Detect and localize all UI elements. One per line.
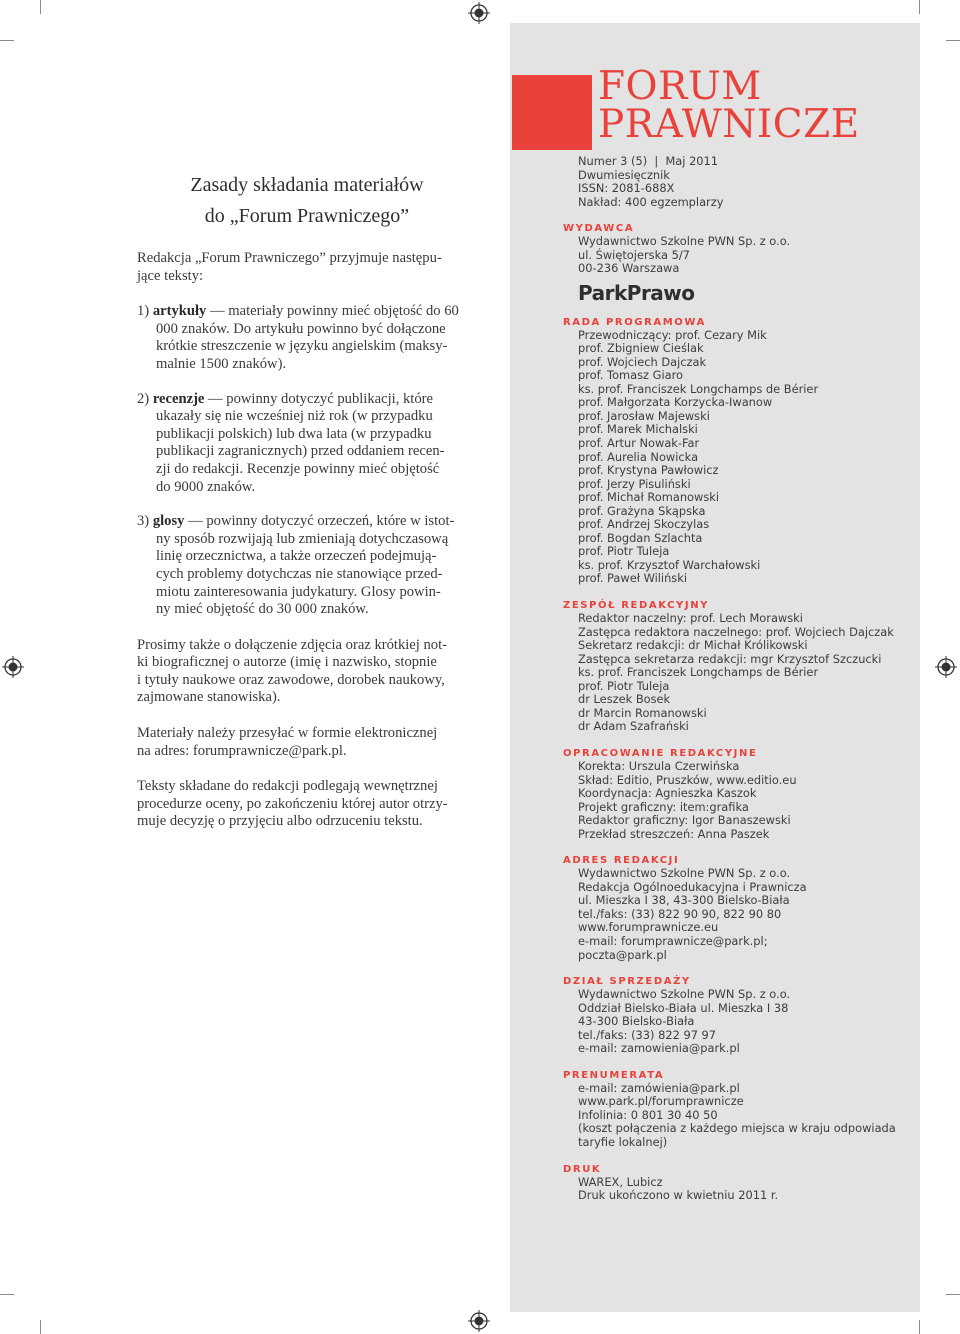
section-line: (koszt połączenia z każdego miejsca w kraju odpowiada — [578, 1121, 896, 1136]
text-line: Materiały należy przesyłać w formie elektronicznej — [137, 725, 438, 742]
text-line: i tytuły naukowe oraz zawodowe, dorobek naukowy, — [137, 671, 445, 688]
section-line: Redakcja Ogólnoedukacyjna i Prawnicza — [578, 879, 807, 894]
section-line: prof. Aurelia Nowicka — [578, 449, 699, 464]
section-line: prof. Michał Romanowski — [578, 490, 720, 505]
text-line: ukazały się nie wcześniej niż rok (w przypadku — [156, 408, 433, 425]
section-line: ks. prof. Krzysztof Warchałowski — [578, 557, 761, 572]
masthead-sections — [563, 222, 913, 1203]
item-glosses — [137, 513, 477, 619]
section-line: prof. Grażyna Skąpska — [578, 503, 706, 518]
section-line: prof. Zbigniew Cieślak — [578, 341, 704, 356]
text-line: na adres: forumprawnicze@park.pl. — [137, 742, 347, 759]
text-line: procedurze oceny, po zakończeniu której autor otrzy- — [137, 795, 448, 812]
section-sales — [563, 975, 913, 1056]
photo-paragraph — [137, 637, 477, 707]
section-line: Skład: Editio, Pruszków, www.editio.eu — [578, 772, 797, 787]
section-line: prof. Wojciech Dajczak — [578, 354, 707, 369]
section-line: tel./faks: (33) 822 90 90, 822 90 80 — [578, 906, 782, 921]
section-line: ul. Mieszka I 38, 43-300 Bielsko-Biała — [578, 893, 790, 908]
section-line: ks. prof. Franciszek Longchamps de Bérier — [578, 381, 819, 396]
issue-frequency: Dwumiesięcznik — [578, 167, 670, 182]
section-print — [563, 1163, 913, 1203]
article-title-line-1: Zasady składania materiałów — [190, 174, 424, 196]
section-line: Przekład streszczeń: Anna Paszek — [578, 826, 770, 841]
item-number: 1) — [137, 303, 150, 320]
item-term: recenzje — [152, 390, 205, 407]
crop-mark-bottom-right — [919, 1320, 920, 1334]
section-line: prof. Andrzej Skoczylas — [578, 517, 710, 532]
masthead-red-block — [512, 75, 592, 150]
text-line: muje decyzję o przyjęciu albo odrzuceniu tekstu. — [137, 813, 423, 830]
issue-circulation: Nakład: 400 egzemplarzy — [578, 194, 724, 209]
masthead-line-2: PRAWNICZE — [598, 102, 860, 147]
text-line: zajmowane stanowiska). — [137, 689, 281, 706]
section-line: e-mail: zamowienia@park.pl — [578, 1041, 740, 1056]
section-heading: OPRACOWANIE REDAKCYJNE — [563, 747, 758, 759]
section-line: Zastępca sekretarza redakcji: mgr Krzysztof Szczucki — [578, 651, 882, 666]
send-paragraph — [137, 725, 477, 760]
section-line: Redaktor naczelny: prof. Lech Morawski — [578, 611, 803, 626]
registration-mark-left — [2, 656, 24, 678]
section-line: Zastępca redaktora naczelnego: prof. Wojciech Dajczak — [578, 624, 894, 639]
text-line: publikacji polskich) lub dwa lata (w przypadku — [156, 425, 432, 442]
section-line: dr Marcin Romanowski — [578, 705, 707, 720]
review-paragraph — [137, 778, 477, 831]
section-heading: ZESPÓŁ REDAKCYJNY — [563, 600, 709, 612]
text-line: zji do redakcji. Recenzje powinny mieć objętość — [156, 460, 440, 477]
text-line: krótkie streszczenie w języku angielskim (maksy- — [156, 338, 448, 355]
section-line: www.park.pl/forumprawnicze — [578, 1094, 744, 1109]
section-subscription — [563, 1069, 913, 1150]
section-line: prof. Paweł Wiliński — [578, 571, 687, 586]
section-line: ks. prof. Franciszek Longchamps de Bérier — [578, 665, 819, 680]
crop-mark-bottom-left-h — [0, 1294, 14, 1295]
text-line: cych problemy dotychczas nie stanowiące przed- — [156, 565, 443, 582]
section-heading: RADA PROGRAMOWA — [563, 316, 706, 328]
section-line: Przewodniczący: prof. Cezary Mik — [578, 327, 767, 342]
text-line: — materiały powinny mieć objętość do 60 — [206, 303, 459, 320]
item-term: artykuły — [152, 303, 207, 320]
issue-issn: ISSN: 2081-688X — [578, 181, 675, 196]
section-line: poczta@park.pl — [578, 947, 667, 962]
text-line: malnie 1500 znaków). — [156, 355, 287, 372]
section-line: dr Adam Szafrański — [578, 719, 689, 734]
text-line: 000 znaków. Do artykułu powinno być dołączone — [156, 320, 446, 337]
text-line: jące teksty: — [137, 267, 204, 284]
registration-mark-top — [468, 2, 490, 24]
intro-paragraph — [137, 250, 477, 285]
section-line: Koordynacja: Agnieszka Kaszok — [578, 786, 757, 801]
section-line: Korekta: Urszula Czerwińska — [578, 758, 740, 773]
section-line: 43-300 Bielsko-Biała — [578, 1014, 695, 1029]
section-heading: WYDAWCA — [563, 223, 635, 234]
parkprawo-logo: ParkPrawo — [578, 280, 695, 305]
item-number: 3) — [137, 513, 150, 530]
section-line: e-mail: forumprawnicze@park.pl; — [578, 933, 768, 948]
item-term: glosy — [152, 513, 185, 530]
section-line: prof. Krystyna Pawłowicz — [578, 463, 719, 478]
text-line: Redakcja „Forum Prawniczego” przyjmuje następu- — [137, 250, 442, 266]
section-line: prof. Bogdan Szlachta — [578, 530, 703, 545]
section-line: 00-236 Warszawa — [578, 261, 680, 276]
issue-info — [578, 155, 908, 209]
section-heading: DRUK — [563, 1163, 602, 1175]
registration-mark-right — [935, 656, 957, 678]
section-line: prof. Jerzy Pisuliński — [578, 476, 691, 491]
section-editorial-work — [563, 747, 913, 841]
crop-mark-top-right — [919, 0, 920, 14]
text-line: Teksty składane do redakcji podlegają wewnętrznej — [137, 778, 438, 795]
section-line: prof. Artur Nowak-Far — [578, 436, 700, 451]
article-title — [132, 170, 482, 232]
section-line: Projekt graficzny: item:grafika — [578, 799, 749, 814]
section-line: taryfie lokalnej) — [578, 1134, 668, 1149]
article-title-line-2: do „Forum Prawniczego” — [204, 205, 410, 227]
text-line: ny mieć objętość do 30 000 znaków. — [156, 601, 369, 618]
section-line: Oddział Bielsko-Biała ul. Mieszka I 38 — [578, 1000, 789, 1015]
section-line: Infolinia: 0 801 30 40 50 — [578, 1107, 718, 1122]
text-line: ki biograficznej o autorze (imię i nazwisko, stopnie — [137, 654, 437, 671]
section-program-board — [563, 316, 913, 586]
section-heading: ADRES REDAKCJI — [563, 855, 680, 867]
section-line: ul. Świętojerska 5/7 — [578, 247, 690, 262]
issue-number: Numer 3 (5) | Maj 2011 — [578, 154, 719, 168]
item-articles — [137, 303, 477, 373]
section-line: www.forumprawnicze.eu — [578, 920, 719, 935]
text-line: publikacji zagranicznych) przed oddaniem recen- — [156, 443, 445, 460]
section-editorial-team — [563, 599, 913, 734]
masthead-title — [598, 64, 918, 147]
section-editorial-address — [563, 854, 913, 962]
section-line: dr Leszek Bosek — [578, 692, 671, 707]
section-line: Wydawnictwo Szkolne PWN Sp. z o.o. — [578, 866, 791, 881]
section-line: Wydawnictwo Szkolne PWN Sp. z o.o. — [578, 234, 791, 248]
text-line: Prosimy także o dołączenie zdjęcia oraz krótkiej not- — [137, 636, 447, 653]
item-number: 2) — [137, 390, 150, 407]
text-line: ny sposób rozwijają lub zmieniają dotychczasową — [156, 530, 449, 547]
text-line: — powinny dotyczyć orzeczeń, które w istot- — [184, 513, 455, 530]
section-line: prof. Marek Michalski — [578, 422, 698, 437]
text-line: do 9000 znaków. — [156, 478, 256, 495]
crop-mark-top-left — [40, 0, 41, 14]
section-publisher — [563, 222, 913, 304]
section-line: prof. Małgorzata Korzycka-Iwanow — [578, 395, 773, 410]
text-line: linię orzecznictwa, a także orzeczeń podejmują- — [156, 548, 437, 565]
masthead-line-1: FORUM — [598, 64, 762, 109]
section-line: tel./faks: (33) 822 97 97 — [578, 1027, 717, 1042]
section-line: prof. Piotr Tuleja — [578, 544, 670, 559]
section-line: WAREX, Lubicz — [578, 1174, 663, 1189]
section-heading: DZIAŁ SPRZEDAŻY — [563, 976, 691, 988]
crop-mark-top-right-h — [946, 40, 960, 41]
section-line: prof. Tomasz Giaro — [578, 368, 684, 383]
registration-mark-bottom — [468, 1310, 490, 1332]
section-line: e-mail: zamówienia@park.pl — [578, 1080, 740, 1095]
article-column — [137, 170, 477, 831]
section-line: Sekretarz redakcji: dr Michał Królikowski — [578, 638, 808, 653]
section-heading: PRENUMERATA — [563, 1069, 665, 1081]
crop-mark-bottom-right-h — [946, 1294, 960, 1295]
item-reviews — [137, 391, 477, 497]
text-line: — powinny dotyczyć publikacji, które — [204, 390, 433, 407]
section-line: Druk ukończono w kwietniu 2011 r. — [578, 1188, 779, 1203]
section-line: Redaktor graficzny: Igor Banaszewski — [578, 813, 791, 828]
crop-mark-bottom-left — [40, 1320, 41, 1334]
crop-mark-top-left-h — [0, 40, 14, 41]
section-line: Wydawnictwo Szkolne PWN Sp. z o.o. — [578, 987, 791, 1002]
section-line: prof. Jarosław Majewski — [578, 408, 710, 423]
section-line: prof. Piotr Tuleja — [578, 678, 670, 693]
text-line: miotu zainteresowania judykatury. Glosy powin- — [156, 583, 441, 600]
